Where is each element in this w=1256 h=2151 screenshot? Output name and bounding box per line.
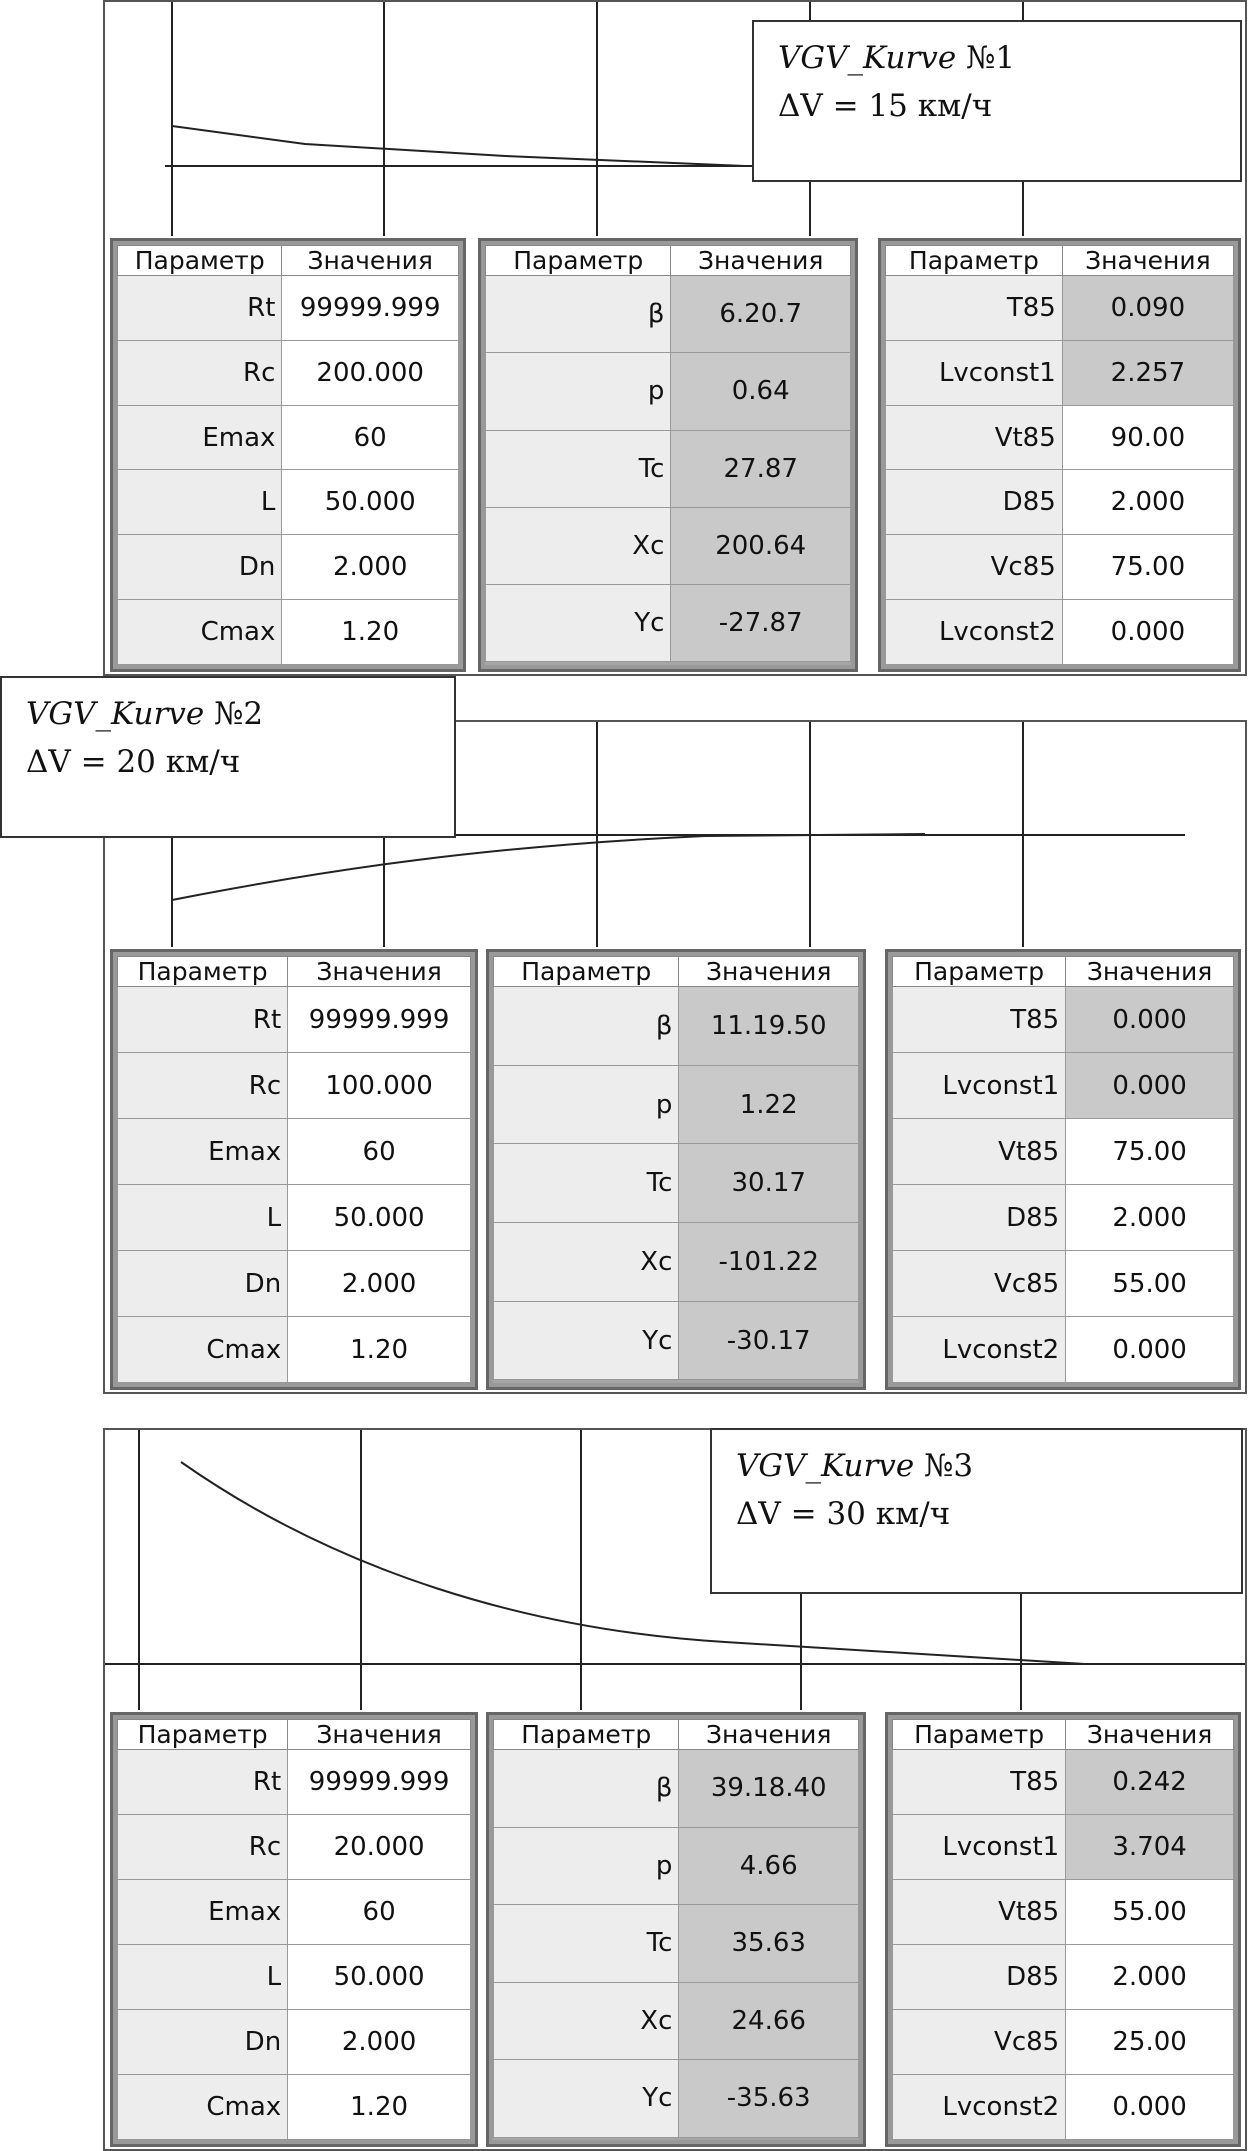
table-row [893,2010,1234,2075]
param-name: Emax [118,1119,288,1185]
params-table-right-2 [885,949,1241,1390]
param-name: Lvconst1 [893,1815,1066,1880]
param-name: Yc [494,2060,679,2138]
col-header-param: Параметр [886,246,1063,276]
param-name: Cmax [118,600,282,665]
table-row [886,535,1234,600]
col-header-value: Значения [288,957,471,987]
table-row [118,2010,471,2075]
param-name: β [494,1750,679,1828]
param-value[interactable]: 20.000 [288,1815,471,1880]
param-value: -101.22 [679,1223,859,1302]
param-name: Cmax [118,2075,288,2140]
param-name: Tc [494,1905,679,1983]
curve-label-3 [710,1428,1243,1594]
param-name: T85 [886,276,1063,341]
param-value[interactable]: 1.20 [288,2075,471,2140]
param-name: β [486,276,671,353]
params-table-left-2 [110,949,478,1390]
table-row [118,1317,471,1383]
param-name: Rt [118,276,282,341]
param-name: Lvconst2 [893,2075,1066,2140]
param-value[interactable]: 200.000 [282,340,459,405]
param-name: Lvconst1 [886,340,1063,405]
param-value: 27.87 [671,430,851,507]
param-name: Rc [118,1815,288,1880]
param-name: p [494,1827,679,1905]
table-row [118,1815,471,1880]
param-value[interactable]: 2.000 [1062,470,1233,535]
param-name: T85 [893,1750,1066,1815]
param-value[interactable]: 75.00 [1062,535,1233,600]
col-header-param: Параметр [118,246,282,276]
col-header-param: Параметр [486,246,671,276]
curve-title: VGV_Kurve №1 [778,40,1016,76]
table-row [486,353,851,430]
delta-v: ΔV = 20 км/ч [26,744,241,780]
delta-v: ΔV = 30 км/ч [736,1496,951,1532]
table-row [494,1223,859,1302]
param-name: Yc [486,585,671,662]
col-header-value: Значения [288,1720,471,1750]
table-row [494,1905,859,1983]
param-value[interactable]: 99999.999 [288,1750,471,1815]
param-name: Tc [486,430,671,507]
param-value: 11.19.50 [679,987,859,1066]
col-header-param: Параметр [494,957,679,987]
param-name: Rt [118,1750,288,1815]
param-value: 0.242 [1066,1750,1234,1815]
param-name: p [486,353,671,430]
table-row [118,1053,471,1119]
param-name: Rc [118,340,282,405]
param-name: Emax [118,1880,288,1945]
param-value: 0.090 [1062,276,1233,341]
table-row [118,276,459,341]
params-table-left-1 [110,238,466,672]
table-row [486,276,851,353]
table-row [893,2075,1234,2140]
param-name: L [118,1185,288,1251]
param-value: 24.66 [679,1982,859,2060]
param-value: 4.66 [679,1827,859,1905]
col-header-param: Параметр [893,957,1066,987]
empty-cell [494,1380,859,1383]
param-value[interactable]: 50.000 [288,1185,471,1251]
param-value[interactable]: 2.000 [1066,1945,1234,2010]
param-value[interactable]: 99999.999 [288,987,471,1053]
empty-row [494,2137,859,2140]
table-row [494,1065,859,1144]
param-value[interactable]: 55.00 [1066,1880,1234,1945]
param-name: D85 [893,1185,1066,1251]
param-value: 1.22 [679,1065,859,1144]
param-value[interactable]: 0.000 [1062,600,1233,665]
col-header-value: Значения [1066,957,1234,987]
param-value[interactable]: 25.00 [1066,2010,1234,2075]
table-row [118,1750,471,1815]
param-name: Lvconst2 [893,1317,1066,1383]
param-value[interactable]: 0.000 [1066,2075,1234,2140]
param-name: Dn [118,2010,288,2075]
param-value[interactable]: 75.00 [1066,1119,1234,1185]
table-row [486,507,851,584]
table-row [118,2075,471,2140]
param-name: Yc [494,1301,679,1380]
param-value: 35.63 [679,1905,859,1983]
table-row [118,1119,471,1185]
table-row [886,470,1234,535]
table-row [118,1880,471,1945]
param-value[interactable]: 2.000 [1066,1185,1234,1251]
param-name: Vc85 [893,2010,1066,2075]
empty-cell [494,2137,859,2140]
delta-v: ΔV = 15 км/ч [778,88,993,124]
param-value: -35.63 [679,2060,859,2138]
param-value: 0.000 [1066,1053,1234,1119]
table-row [893,1880,1234,1945]
curve-title: VGV_Kurve №3 [736,1448,974,1484]
table-row [118,1185,471,1251]
param-value: 39.18.40 [679,1750,859,1828]
param-value[interactable]: 60 [288,1880,471,1945]
table-row [893,1053,1234,1119]
param-name: β [494,987,679,1066]
param-name: Tc [494,1144,679,1223]
table-row [886,600,1234,665]
param-value[interactable]: 100.000 [288,1053,471,1119]
param-name: T85 [893,987,1066,1053]
params-table-mid-3 [486,1712,866,2147]
params-table-right-1 [878,238,1241,672]
table-row [486,430,851,507]
col-header-param: Параметр [118,957,288,987]
param-value[interactable]: 50.000 [282,470,459,535]
param-name: Rt [118,987,288,1053]
param-value: 30.17 [679,1144,859,1223]
param-name: Xc [494,1223,679,1302]
param-value[interactable]: 90.00 [1062,405,1233,470]
curve-label-2 [0,676,456,838]
param-name: Vt85 [893,1880,1066,1945]
col-header-value: Значения [1066,1720,1234,1750]
param-name: Lvconst1 [893,1053,1066,1119]
param-value: 2.257 [1062,340,1233,405]
col-header-param: Параметр [118,1720,288,1750]
param-value: 0.64 [671,353,851,430]
curve-label-1 [752,20,1242,182]
table-row [886,340,1234,405]
param-value: 200.64 [671,507,851,584]
param-value: 6.20.7 [671,276,851,353]
param-name: D85 [886,470,1063,535]
param-name: Vt85 [893,1119,1066,1185]
col-header-param: Параметр [893,1720,1066,1750]
param-value[interactable]: 1.20 [288,1317,471,1383]
col-header-value: Значения [679,957,859,987]
param-value[interactable]: 50.000 [288,1945,471,2010]
table-row [118,987,471,1053]
param-name: Emax [118,405,282,470]
param-value: 3.704 [1066,1815,1234,1880]
table-row [886,276,1234,341]
table-row [118,405,459,470]
table-row [118,1251,471,1317]
table-row [118,600,459,665]
param-name: D85 [893,1945,1066,2010]
param-value[interactable]: 2.000 [288,2010,471,2075]
params-table-left-3 [110,1712,478,2147]
col-header-value: Значения [679,1720,859,1750]
table-row [893,1750,1234,1815]
table-row [118,340,459,405]
table-row [118,1945,471,2010]
param-name: Xc [494,1982,679,2060]
table-row [494,1144,859,1223]
table-row [494,1982,859,2060]
param-value[interactable]: 2.000 [282,535,459,600]
params-table-mid-2 [486,949,866,1390]
col-header-value: Значения [282,246,459,276]
table-row [893,1317,1234,1383]
param-name: Vt85 [886,405,1063,470]
table-row [893,1815,1234,1880]
param-value[interactable]: 55.00 [1066,1251,1234,1317]
table-row [494,987,859,1066]
table-row [893,1185,1234,1251]
col-header-value: Значения [671,246,851,276]
table-row [494,2060,859,2138]
table-row [886,405,1234,470]
param-name: L [118,1945,288,2010]
col-header-value: Значения [1062,246,1233,276]
param-value[interactable]: 60 [288,1119,471,1185]
param-value[interactable]: 99999.999 [282,276,459,341]
table-row [893,1945,1234,2010]
param-name: Xc [486,507,671,584]
empty-row [494,1380,859,1383]
curve-title: VGV_Kurve №2 [26,696,264,732]
param-value[interactable]: 2.000 [288,1251,471,1317]
params-table-right-3 [885,1712,1241,2147]
empty-row [486,662,851,665]
param-name: Vc85 [886,535,1063,600]
table-row [494,1750,859,1828]
table-row [118,535,459,600]
param-value: -27.87 [671,585,851,662]
col-header-param: Параметр [494,1720,679,1750]
param-name: L [118,470,282,535]
param-name: Cmax [118,1317,288,1383]
table-row [118,470,459,535]
param-name: Rc [118,1053,288,1119]
params-table-mid-1 [478,238,858,672]
param-name: Dn [118,535,282,600]
table-row [893,987,1234,1053]
empty-cell [486,662,851,665]
param-name: Dn [118,1251,288,1317]
param-value: 0.000 [1066,987,1234,1053]
param-name: Vc85 [893,1251,1066,1317]
param-value[interactable]: 1.20 [282,600,459,665]
table-row [893,1119,1234,1185]
param-name: p [494,1065,679,1144]
table-row [494,1827,859,1905]
table-row [893,1251,1234,1317]
table-row [486,585,851,662]
param-name: Lvconst2 [886,600,1063,665]
param-value: -30.17 [679,1301,859,1380]
table-row [494,1301,859,1380]
param-value[interactable]: 60 [282,405,459,470]
param-value[interactable]: 0.000 [1066,1317,1234,1383]
